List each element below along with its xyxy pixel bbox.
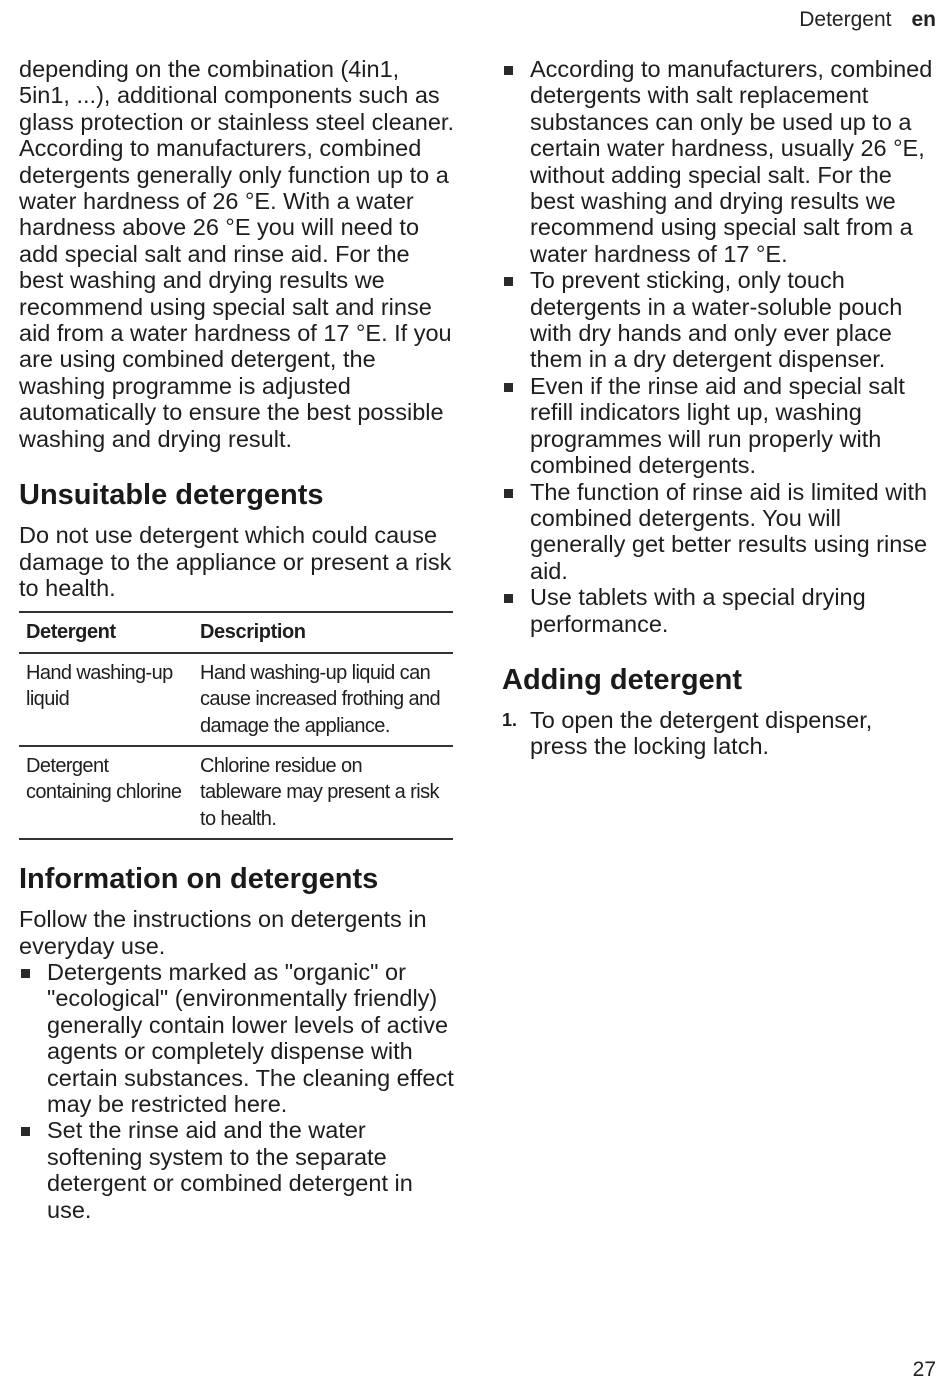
adding-detergent-heading: Adding detergent [502,663,743,696]
unsuitable-detergents-table [19,611,453,840]
language-code: en [911,8,936,31]
list-item: Detergents marked as "organic" or "ecological" (environmentally friendly) generally contain lower levels of active agents or completely dispense with certain substances. The cleaning effect may be restricted here. [19,959,455,1117]
information-intro: Follow the instructions on detergents in everyday use. [19,906,427,959]
list-item: According to manufacturers, combined detergents with salt replacement substances can only be used up to a certain water hardness, usually 26 °E, without adding special salt. For the best washing and drying results we recommend using special salt from a water hardness of 17 °E. [502,56,936,267]
table-row [19,653,453,746]
page-number: 27 [912,1358,936,1381]
table-cell-detergent: Detergent containing chlorine [26,754,182,804]
unsuitable-detergents-text: Do not use detergent which could cause damage to the appliance or present a risk to health. [19,522,452,601]
step-item [502,707,936,760]
section-title: Detergent [799,8,892,31]
adding-detergent-steps [502,707,936,760]
unsuitable-detergents-heading: Unsuitable detergents [19,479,324,512]
table-cell-detergent: Hand washing-up liquid [26,661,173,711]
information-bullet-list [19,959,455,1223]
table-header-detergent: Detergent [26,621,116,644]
table-header-description: Description [200,621,306,644]
intro-paragraph-1: depending on the combination (4in1, 5in1, ...), additional components such as glass protection or stainless steel cleaner. [19,56,454,135]
information-on-detergents-heading: Information on detergents [19,863,379,896]
table-cell-description: Chlorine residue on tableware may present a risk to health. [200,754,439,830]
table-cell-description: Hand washing-up liquid can cause increased frothing and damage the appliance. [200,661,441,737]
right-column [502,56,936,760]
intro-paragraph-2: According to manufacturers, combined detergents generally only function up to a water hardness of 26 °E. With a water hardness above 26 °E you will need to add special salt and rinse aid. For the best washing and drying results we recommend using special salt and rinse aid from a water hardness of 17 °E. If you are using combined detergent, the washing programme is adjusted automatically to ensure the best possible washing and drying result. [19,135,452,452]
table-header-row [19,612,453,652]
list-item: The function of rinse aid is limited with combined detergents. You will generally get better results using rinse aid. [502,479,936,585]
list-item: Set the rinse aid and the water softening system to the separate detergent or combined detergent in use. [19,1117,455,1223]
table-row [19,746,453,839]
left-column [19,56,455,1223]
list-item: Use tablets with a special drying performance. [502,584,936,637]
list-item: Even if the rinse aid and special salt refill indicators light up, washing programmes will run properly with combined detergents. [502,373,936,479]
list-item: To prevent sticking, only touch detergents in a water-soluble pouch with dry hands and only ever place them in a dry detergent dispenser. [502,267,936,373]
step-text: To open the detergent dispenser, press the locking latch. [530,706,873,760]
page-header [799,8,936,32]
step-number: 1. [502,709,518,730]
combined-detergent-bullet-list [502,56,936,637]
